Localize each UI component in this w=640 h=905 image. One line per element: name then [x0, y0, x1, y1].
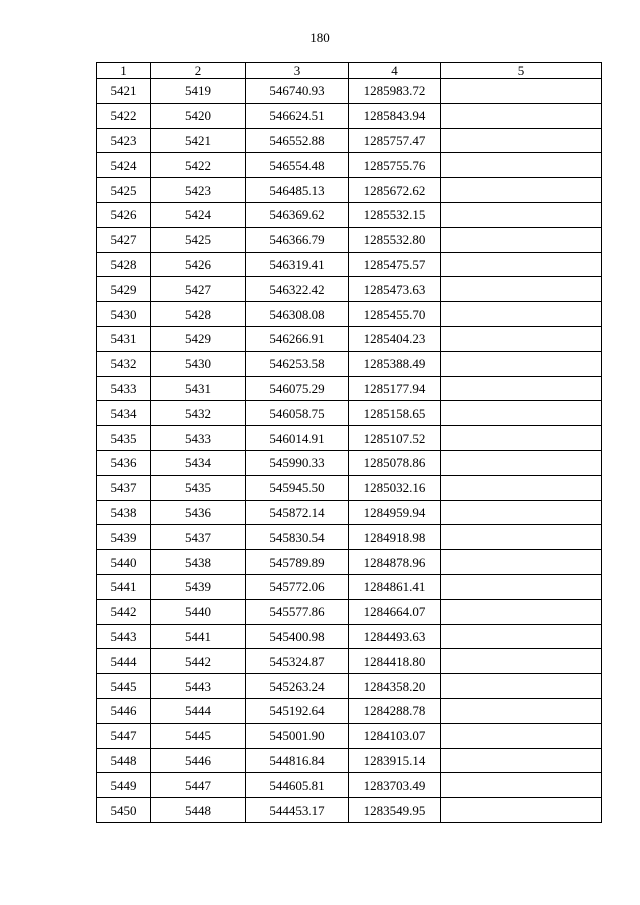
table-row — [97, 79, 602, 104]
table-cell-col-5 — [441, 674, 602, 699]
table-cell-col-2: 5442 — [151, 649, 246, 674]
table-cell-col-4: 1285107.52 — [349, 426, 441, 451]
table-cell-col-5 — [441, 376, 602, 401]
table-cell-col-1: 5433 — [97, 376, 151, 401]
table-cell-col-5 — [441, 202, 602, 227]
table-cell-col-4: 1284418.80 — [349, 649, 441, 674]
table-cell-col-4: 1284861.41 — [349, 574, 441, 599]
table-cell-col-5 — [441, 599, 602, 624]
table-cell-col-1: 5436 — [97, 450, 151, 475]
table-row — [97, 178, 602, 203]
table-cell-col-3: 545577.86 — [246, 599, 349, 624]
table-cell-col-2: 5421 — [151, 128, 246, 153]
table-cell-col-5 — [441, 649, 602, 674]
table-row — [97, 500, 602, 525]
table-cell-col-3: 545990.33 — [246, 450, 349, 475]
table-cell-col-2: 5436 — [151, 500, 246, 525]
table-cell-col-4: 1283703.49 — [349, 773, 441, 798]
table-cell-col-5 — [441, 401, 602, 426]
table-cell-col-1: 5432 — [97, 351, 151, 376]
table-cell-col-4: 1284493.63 — [349, 624, 441, 649]
table-cell-col-4: 1284664.07 — [349, 599, 441, 624]
table-cell-col-4: 1283549.95 — [349, 798, 441, 823]
table-cell-col-1: 5425 — [97, 178, 151, 203]
table-cell-col-2: 5430 — [151, 351, 246, 376]
table-cell-col-4: 1285672.62 — [349, 178, 441, 203]
table-cell-col-5 — [441, 723, 602, 748]
table-row — [97, 525, 602, 550]
table-cell-col-5 — [441, 698, 602, 723]
table-cell-col-1: 5449 — [97, 773, 151, 798]
table-cell-col-3: 546552.88 — [246, 128, 349, 153]
table-cell-col-5 — [441, 798, 602, 823]
table-row — [97, 698, 602, 723]
table-cell-col-1: 5447 — [97, 723, 151, 748]
table-cell-col-5 — [441, 227, 602, 252]
page-number: 180 — [310, 30, 330, 45]
table-row — [97, 103, 602, 128]
table-body — [97, 79, 602, 823]
table-cell-col-5 — [441, 103, 602, 128]
table-cell-col-4: 1285455.70 — [349, 302, 441, 327]
table-cell-col-5 — [441, 326, 602, 351]
table-row — [97, 227, 602, 252]
table-cell-col-1: 5446 — [97, 698, 151, 723]
table-cell-col-5 — [441, 624, 602, 649]
table-cell-col-1: 5448 — [97, 748, 151, 773]
table-cell-col-5 — [441, 252, 602, 277]
table-cell-col-1: 5444 — [97, 649, 151, 674]
coordinates-table — [96, 62, 602, 823]
table-cell-col-5 — [441, 525, 602, 550]
table-cell-col-1: 5426 — [97, 202, 151, 227]
table-row — [97, 153, 602, 178]
table-row — [97, 450, 602, 475]
table-row — [97, 302, 602, 327]
table-cell-col-5 — [441, 450, 602, 475]
table-cell-col-5 — [441, 302, 602, 327]
table-cell-col-1: 5427 — [97, 227, 151, 252]
table-cell-col-2: 5441 — [151, 624, 246, 649]
table-cell-col-3: 545263.24 — [246, 674, 349, 699]
table-cell-col-4: 1285757.47 — [349, 128, 441, 153]
table-cell-col-4: 1284878.96 — [349, 550, 441, 575]
table-cell-col-1: 5429 — [97, 277, 151, 302]
table-cell-col-1: 5422 — [97, 103, 151, 128]
table-cell-col-3: 546253.58 — [246, 351, 349, 376]
table-cell-col-5 — [441, 153, 602, 178]
table-cell-col-3: 546266.91 — [246, 326, 349, 351]
table-cell-col-3: 545001.90 — [246, 723, 349, 748]
table-cell-col-4: 1285032.16 — [349, 475, 441, 500]
table-cell-col-5 — [441, 574, 602, 599]
table-cell-col-3: 546319.41 — [246, 252, 349, 277]
table-cell-col-1: 5437 — [97, 475, 151, 500]
table-cell-col-3: 546624.51 — [246, 103, 349, 128]
table-cell-col-5 — [441, 128, 602, 153]
table-row — [97, 649, 602, 674]
table-cell-col-4: 1285983.72 — [349, 79, 441, 104]
table-cell-col-4: 1285755.76 — [349, 153, 441, 178]
table-cell-col-1: 5435 — [97, 426, 151, 451]
table-row — [97, 128, 602, 153]
table-row — [97, 426, 602, 451]
table-cell-col-3: 545324.87 — [246, 649, 349, 674]
header-row — [97, 63, 602, 79]
table-cell-col-3: 546322.42 — [246, 277, 349, 302]
table-cell-col-2: 5424 — [151, 202, 246, 227]
table-cell-col-2: 5428 — [151, 302, 246, 327]
table-cell-col-4: 1285532.80 — [349, 227, 441, 252]
table-cell-col-2: 5439 — [151, 574, 246, 599]
table-cell-col-2: 5440 — [151, 599, 246, 624]
table-row — [97, 773, 602, 798]
table-row — [97, 624, 602, 649]
table-cell-col-4: 1285078.86 — [349, 450, 441, 475]
table-cell-col-2: 5425 — [151, 227, 246, 252]
table-cell-col-1: 5439 — [97, 525, 151, 550]
table-cell-col-2: 5426 — [151, 252, 246, 277]
table-cell-col-4: 1285404.23 — [349, 326, 441, 351]
table-cell-col-2: 5438 — [151, 550, 246, 575]
table-cell-col-4: 1285475.57 — [349, 252, 441, 277]
table-cell-col-2: 5444 — [151, 698, 246, 723]
table-cell-col-3: 546075.29 — [246, 376, 349, 401]
table-cell-col-2: 5422 — [151, 153, 246, 178]
table-row — [97, 550, 602, 575]
table-cell-col-3: 546014.91 — [246, 426, 349, 451]
header-cell-col-1: 1 — [97, 63, 151, 79]
table-row — [97, 798, 602, 823]
table-cell-col-2: 5431 — [151, 376, 246, 401]
table-cell-col-1: 5443 — [97, 624, 151, 649]
table-row — [97, 277, 602, 302]
table-cell-col-1: 5424 — [97, 153, 151, 178]
table-row — [97, 674, 602, 699]
table-cell-col-1: 5434 — [97, 401, 151, 426]
table-cell-col-3: 545192.64 — [246, 698, 349, 723]
table-row — [97, 748, 602, 773]
table-cell-col-2: 5423 — [151, 178, 246, 203]
table-cell-col-5 — [441, 475, 602, 500]
table-cell-col-1: 5450 — [97, 798, 151, 823]
table-cell-col-1: 5421 — [97, 79, 151, 104]
table-cell-col-5 — [441, 773, 602, 798]
table-cell-col-3: 546308.08 — [246, 302, 349, 327]
table-row — [97, 574, 602, 599]
table-cell-col-1: 5441 — [97, 574, 151, 599]
table-cell-col-5 — [441, 277, 602, 302]
table-cell-col-4: 1285388.49 — [349, 351, 441, 376]
table-cell-col-1: 5440 — [97, 550, 151, 575]
table-cell-col-3: 545789.89 — [246, 550, 349, 575]
table-cell-col-2: 5433 — [151, 426, 246, 451]
table-cell-col-4: 1285532.15 — [349, 202, 441, 227]
header-cell-col-2: 2 — [151, 63, 246, 79]
table-cell-col-4: 1284918.98 — [349, 525, 441, 550]
table-row — [97, 475, 602, 500]
table-cell-col-2: 5419 — [151, 79, 246, 104]
table-cell-col-3: 546058.75 — [246, 401, 349, 426]
table-cell-col-3: 544605.81 — [246, 773, 349, 798]
table-cell-col-2: 5427 — [151, 277, 246, 302]
table-cell-col-4: 1284959.94 — [349, 500, 441, 525]
table-cell-col-3: 546369.62 — [246, 202, 349, 227]
table-cell-col-2: 5434 — [151, 450, 246, 475]
header-cell-col-5: 5 — [441, 63, 602, 79]
header-cell-col-4: 4 — [349, 63, 441, 79]
table-cell-col-2: 5432 — [151, 401, 246, 426]
table-cell-col-3: 545772.06 — [246, 574, 349, 599]
table-cell-col-4: 1285158.65 — [349, 401, 441, 426]
table-cell-col-5 — [441, 748, 602, 773]
table-cell-col-2: 5435 — [151, 475, 246, 500]
table-cell-col-3: 544453.17 — [246, 798, 349, 823]
table-header — [97, 63, 602, 79]
table-cell-col-2: 5429 — [151, 326, 246, 351]
table-row — [97, 401, 602, 426]
table-row — [97, 723, 602, 748]
table-cell-col-3: 546366.79 — [246, 227, 349, 252]
table-row — [97, 326, 602, 351]
table-cell-col-3: 546740.93 — [246, 79, 349, 104]
table-row — [97, 351, 602, 376]
table-cell-col-2: 5447 — [151, 773, 246, 798]
table-cell-col-4: 1285843.94 — [349, 103, 441, 128]
table-cell-col-5 — [441, 178, 602, 203]
header-cell-col-3: 3 — [246, 63, 349, 79]
table-cell-col-4: 1285473.63 — [349, 277, 441, 302]
table-cell-col-3: 545830.54 — [246, 525, 349, 550]
table-cell-col-4: 1284288.78 — [349, 698, 441, 723]
table-cell-col-5 — [441, 79, 602, 104]
table-cell-col-2: 5448 — [151, 798, 246, 823]
table-cell-col-1: 5428 — [97, 252, 151, 277]
table-cell-col-1: 5431 — [97, 326, 151, 351]
table-cell-col-2: 5420 — [151, 103, 246, 128]
table-cell-col-2: 5443 — [151, 674, 246, 699]
table-row — [97, 376, 602, 401]
table-row — [97, 252, 602, 277]
table-cell-col-2: 5445 — [151, 723, 246, 748]
table-cell-col-3: 546554.48 — [246, 153, 349, 178]
table-cell-col-1: 5445 — [97, 674, 151, 699]
table-cell-col-1: 5438 — [97, 500, 151, 525]
table-cell-col-5 — [441, 426, 602, 451]
table-cell-col-3: 544816.84 — [246, 748, 349, 773]
table-cell-col-3: 546485.13 — [246, 178, 349, 203]
table-cell-col-4: 1285177.94 — [349, 376, 441, 401]
table-cell-col-5 — [441, 550, 602, 575]
table-cell-col-2: 5446 — [151, 748, 246, 773]
table-cell-col-5 — [441, 500, 602, 525]
table-cell-col-3: 545945.50 — [246, 475, 349, 500]
table-row — [97, 202, 602, 227]
table-cell-col-2: 5437 — [151, 525, 246, 550]
table-cell-col-3: 545872.14 — [246, 500, 349, 525]
table-cell-col-3: 545400.98 — [246, 624, 349, 649]
table-row — [97, 599, 602, 624]
table-cell-col-4: 1283915.14 — [349, 748, 441, 773]
table-cell-col-4: 1284358.20 — [349, 674, 441, 699]
table-cell-col-5 — [441, 351, 602, 376]
table-cell-col-1: 5430 — [97, 302, 151, 327]
table-cell-col-1: 5423 — [97, 128, 151, 153]
table-cell-col-1: 5442 — [97, 599, 151, 624]
table-cell-col-4: 1284103.07 — [349, 723, 441, 748]
